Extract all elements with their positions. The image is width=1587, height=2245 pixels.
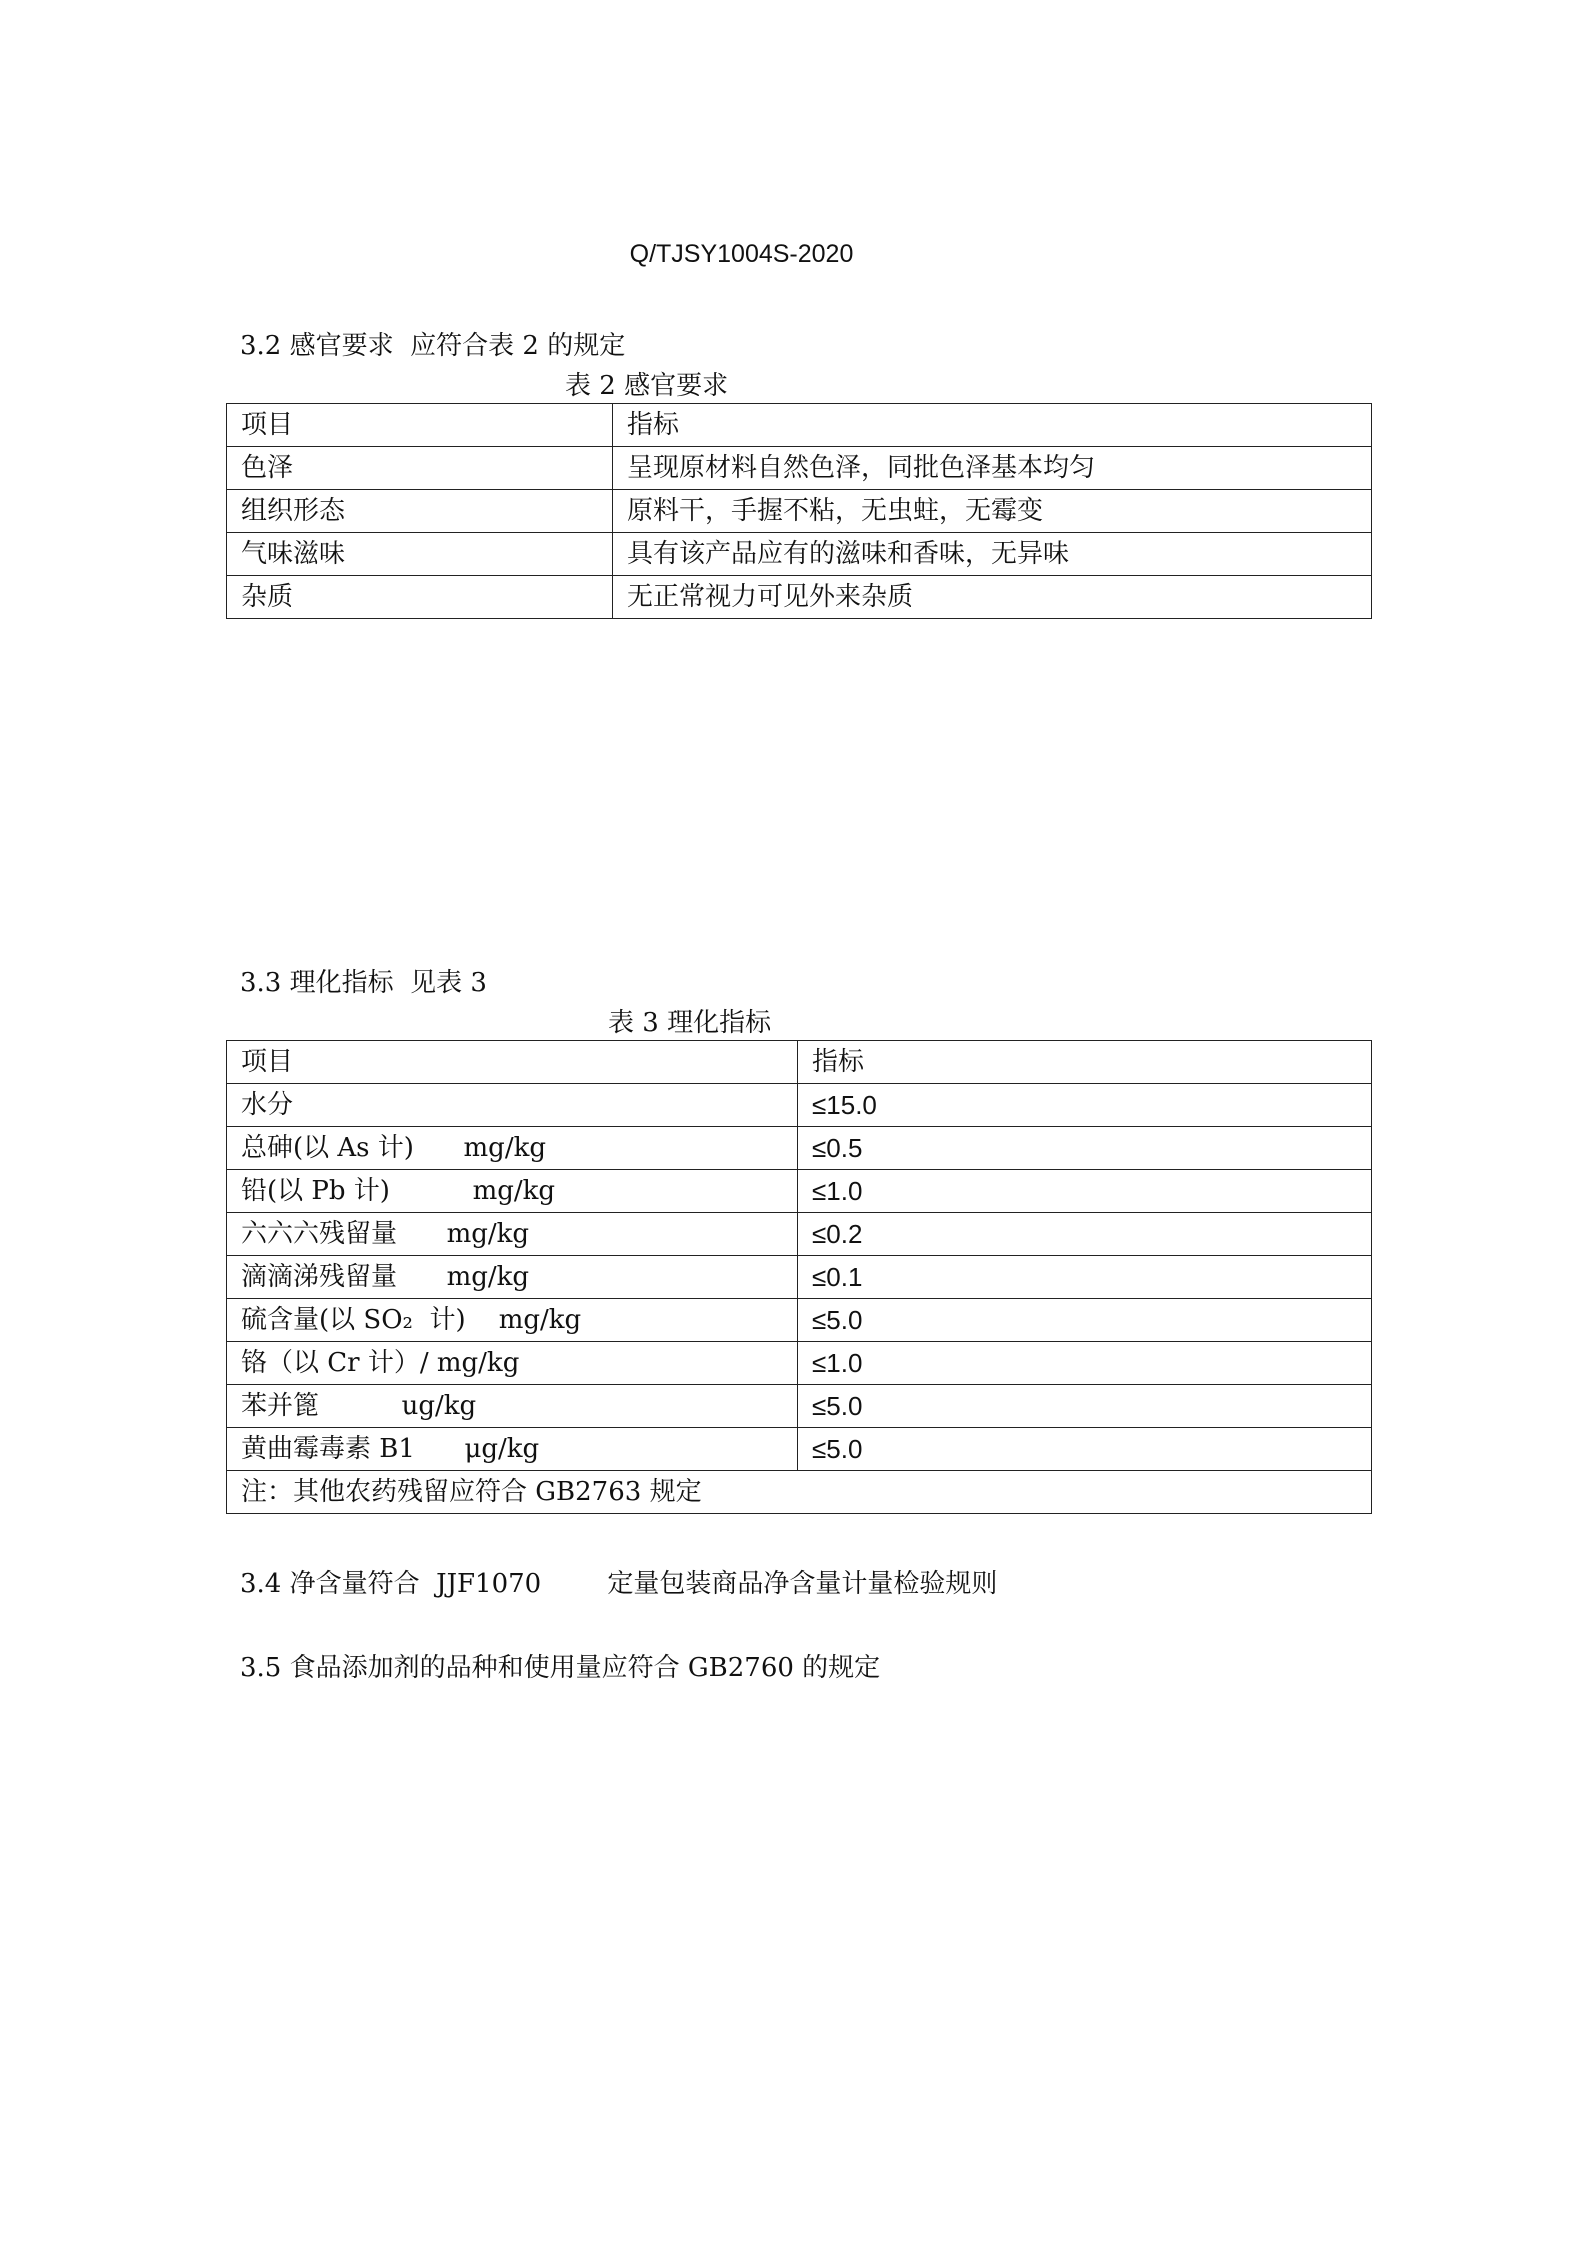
section-3-4-text: 3.4 净含量符合 JJF1070 定量包装商品净含量计量检验规则 <box>240 1569 998 1599</box>
row-value: ≤5.0 <box>798 1299 1372 1342</box>
row-value: ≤5.0 <box>798 1428 1372 1471</box>
sensory-requirements-table <box>226 403 1372 619</box>
row-item: 黄曲霉毒素 B1 μg/kg <box>227 1428 798 1471</box>
column-header-value: 指标 <box>798 1041 1372 1084</box>
table-3-caption: 表 3 理化指标 <box>608 1008 772 1038</box>
column-header-value: 指标 <box>613 404 1372 447</box>
row-value: 原料干，手握不粘，无虫蛀，无霉变 <box>613 490 1372 533</box>
table-row <box>227 1127 1372 1170</box>
table-row <box>227 1299 1372 1342</box>
row-item: 铬（以 Cr 计）/ mg/kg <box>227 1342 798 1385</box>
table-header-row <box>227 1041 1372 1084</box>
table-row <box>227 490 1372 533</box>
table-row <box>227 1084 1372 1127</box>
table-row <box>227 447 1372 490</box>
row-value: ≤5.0 <box>798 1385 1372 1428</box>
row-item: 六六六残留量 mg/kg <box>227 1213 798 1256</box>
row-item: 苯并篦 ug/kg <box>227 1385 798 1428</box>
row-value: ≤0.1 <box>798 1256 1372 1299</box>
row-item: 水分 <box>227 1084 798 1127</box>
document-id: Q/TJSY1004S-2020 <box>629 240 854 268</box>
row-item: 铅(以 Pb 计) mg/kg <box>227 1170 798 1213</box>
table-2-caption: 表 2 感官要求 <box>565 371 729 401</box>
table-row <box>227 1170 1372 1213</box>
row-value: ≤0.5 <box>798 1127 1372 1170</box>
table-row <box>227 1213 1372 1256</box>
row-value: 无正常视力可见外来杂质 <box>613 576 1372 619</box>
row-value: 具有该产品应有的滋味和香味，无异味 <box>613 533 1372 576</box>
row-value: ≤1.0 <box>798 1170 1372 1213</box>
table-row <box>227 1342 1372 1385</box>
row-item: 总砷(以 As 计) mg/kg <box>227 1127 798 1170</box>
table-row <box>227 1256 1372 1299</box>
table-note-row <box>227 1471 1372 1514</box>
row-item: 气味滋味 <box>227 533 613 576</box>
section-3-3-heading: 3.3 理化指标 见表 3 <box>240 968 487 998</box>
row-item: 滴滴涕残留量 mg/kg <box>227 1256 798 1299</box>
column-header-item: 项目 <box>227 404 613 447</box>
table-note: 注：其他农药残留应符合 GB2763 规定 <box>227 1471 1372 1514</box>
table-row <box>227 576 1372 619</box>
table-row <box>227 1385 1372 1428</box>
row-item: 硫含量(以 SO₂ 计) mg/kg <box>227 1299 798 1342</box>
row-item: 杂质 <box>227 576 613 619</box>
physicochemical-indicators-table <box>226 1040 1372 1514</box>
row-value: 呈现原材料自然色泽，同批色泽基本均匀 <box>613 447 1372 490</box>
table-header-row <box>227 404 1372 447</box>
column-header-item: 项目 <box>227 1041 798 1084</box>
table-row <box>227 533 1372 576</box>
row-value: ≤1.0 <box>798 1342 1372 1385</box>
section-3-2-heading: 3.2 感官要求 应符合表 2 的规定 <box>240 331 626 361</box>
row-item: 色泽 <box>227 447 613 490</box>
section-3-5-text: 3.5 食品添加剂的品种和使用量应符合 GB2760 的规定 <box>240 1653 881 1683</box>
table-row <box>227 1428 1372 1471</box>
row-value: ≤15.0 <box>798 1084 1372 1127</box>
row-item: 组织形态 <box>227 490 613 533</box>
row-value: ≤0.2 <box>798 1213 1372 1256</box>
